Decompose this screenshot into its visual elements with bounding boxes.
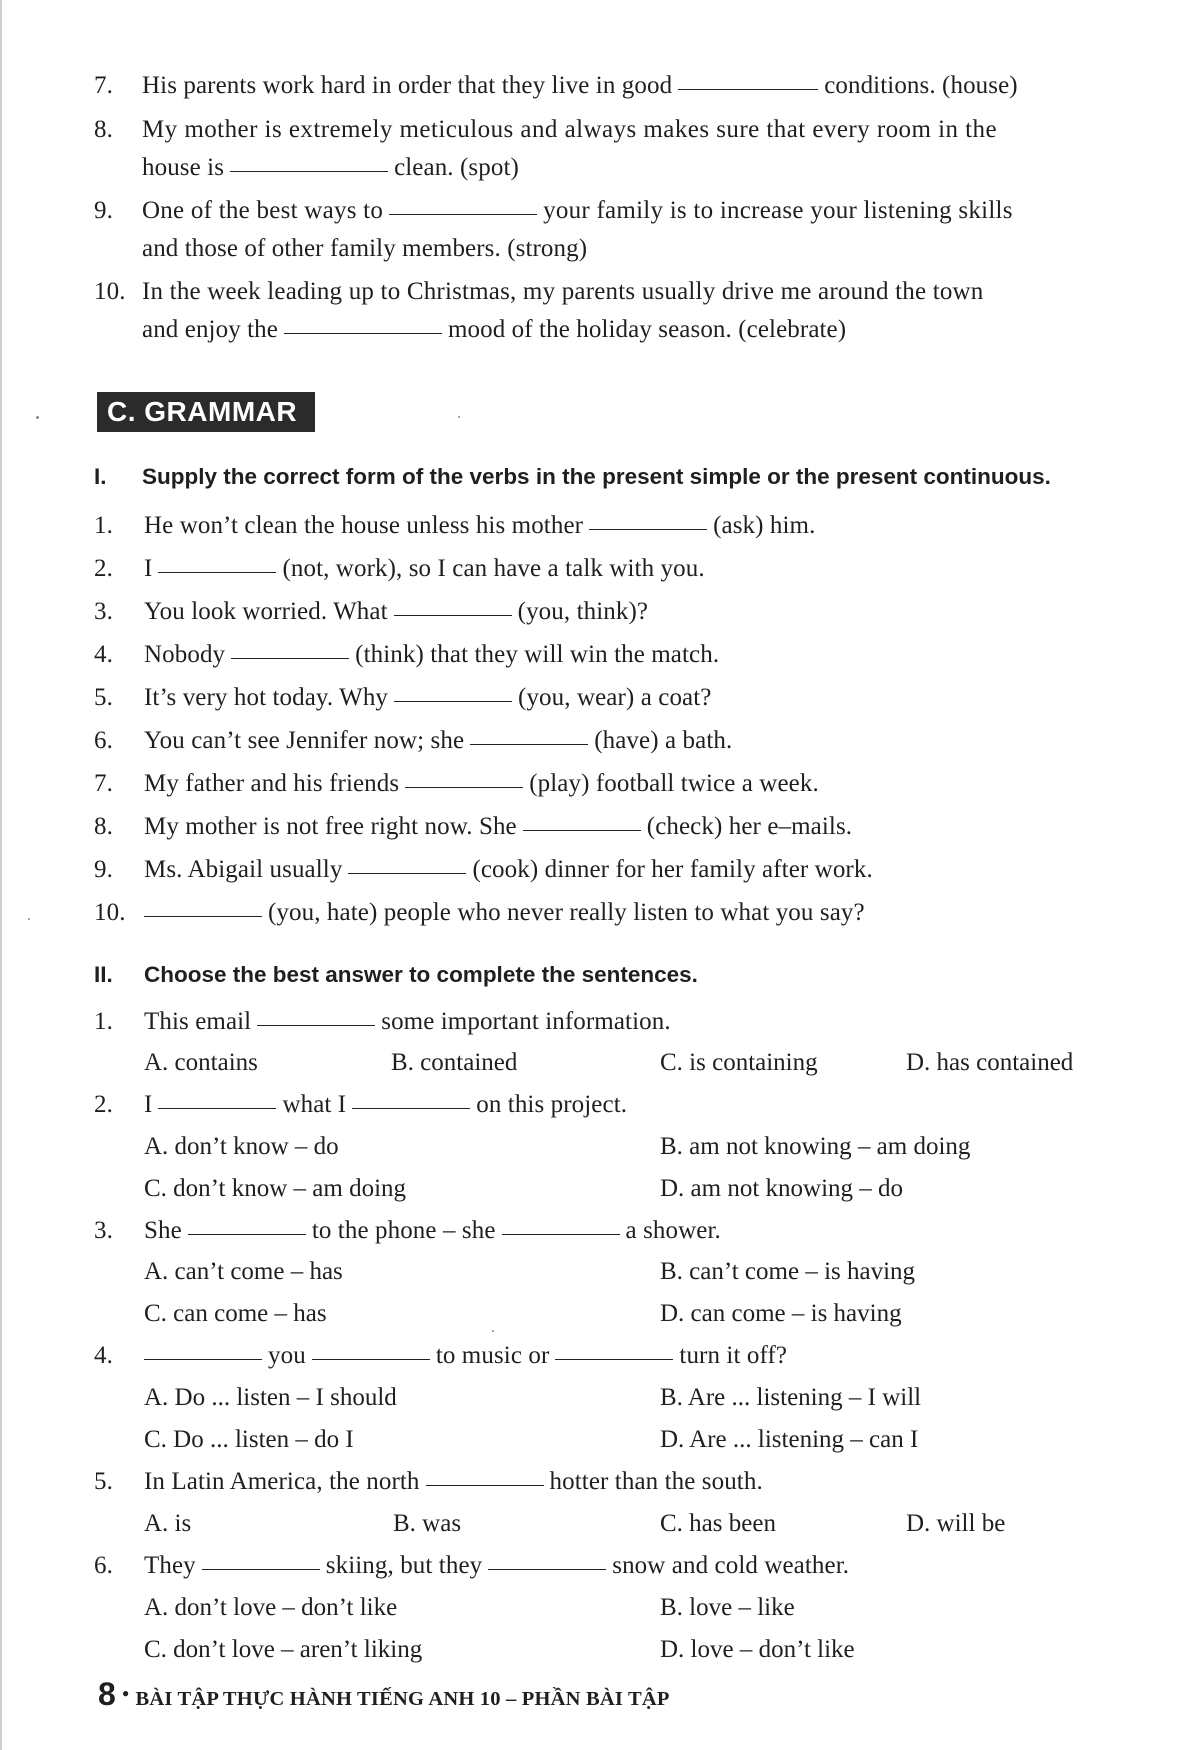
- scan-speck: [36, 416, 39, 419]
- mcq-4-option-b[interactable]: B. Are ... listening – I will: [660, 1384, 922, 1411]
- mcq-5-option-a[interactable]: A. is: [144, 1510, 192, 1537]
- answer-blank[interactable]: [188, 1233, 306, 1235]
- answer-blank[interactable]: [312, 1358, 430, 1360]
- answer-blank[interactable]: [284, 332, 442, 334]
- mcq-5-option-c[interactable]: C. has been: [660, 1510, 776, 1537]
- worksheet-page: 7. His parents work hard in order that they live in good conditions. (house) 8. My mother is extremely meticulous and always makes sure that every room in the house is clean. (spot) 9. One of the best ways to your family is to increase your listening skills and those of other family members. (strong) 10. In the week leading up to Christmas, my parents usually drive me around the town and enjoy the mood of the holiday season. (celebrate) C. GRAMMAR I. Supply the correct form of the verbs in the present simple or the present continuous. 1. He won’t clean the house unless his mother (ask) him. 2. I (not, work), so I can have a talk with you. 3. You look worried. What (you, think)? 4. Nobody (think) that they will win the match. 5. It’s very hot today. Why (you, wear) a coat? 6. You can’t see Jennifer now; she (have) a bath. 7. My father and his friends (play) football twice a week. 8. My mother is not free right now. She (check) her e–mails. 9. Ms. Abigail usually (cook) dinner for her family after work. 10. (you, hate) people who never really listen to what you say? II. Choose the best answer to complete the sentences. 1. This email some important information. A. contains B. contained C. is containing D. has contained 2. I what I on this project. A. don’t know – do B. am not knowing – am doing C. don’t know – am doing D. am not knowing – do 3. She to the phone – she a shower. A. can’t come – has B. can’t come – is having C. can come – has D. can come – is having 4. you to music or turn it off? A. Do ... listen – I should B. Are ... listening – I will C. Do ... listen – do I D. Are ... listening – can I 5. In Latin America, the north hotter than the south. A. is B. was C. has been D. will be 6. They skiing, but they snow and cold weather. A. don’t love – don’t like B. love – like C. don’t love – aren’t liking D. love – don’t like 8 • BÀI TẬP THỰC HÀNH TIẾNG ANH 10 – PHẦN BÀI TẬP: [0, 0, 1200, 1750]
- mcq-4-option-a[interactable]: A. Do ... listen – I should: [144, 1384, 397, 1411]
- answer-blank[interactable]: [257, 1024, 375, 1026]
- mcq-3-option-c[interactable]: C. can come – has: [144, 1300, 327, 1327]
- book-title: BÀI TẬP THỰC HÀNH TIẾNG ANH 10 – PHẦN BÀI TẬP: [135, 1688, 670, 1710]
- scan-speck: [492, 1330, 494, 1332]
- mcq-6-option-b[interactable]: B. love – like: [660, 1594, 795, 1621]
- answer-blank[interactable]: [555, 1358, 673, 1360]
- answer-blank[interactable]: [352, 1107, 470, 1109]
- answer-blank[interactable]: [523, 829, 641, 831]
- answer-blank[interactable]: [231, 657, 349, 659]
- mcq-1-option-a[interactable]: A. contains: [144, 1049, 258, 1076]
- mcq-2-option-a[interactable]: A. don’t know – do: [144, 1133, 339, 1160]
- mcq-3-option-b[interactable]: B. can’t come – is having: [660, 1258, 916, 1285]
- page-footer: [98, 1676, 670, 1713]
- answer-blank[interactable]: [348, 872, 466, 874]
- answer-blank[interactable]: [394, 700, 512, 702]
- answer-blank[interactable]: [158, 1107, 276, 1109]
- mcq-6-option-a[interactable]: A. don’t love – don’t like: [144, 1594, 398, 1621]
- answer-blank[interactable]: [144, 1358, 262, 1360]
- mcq-3-option-d[interactable]: D. can come – is having: [660, 1300, 902, 1327]
- mcq-1-option-b[interactable]: B. contained: [391, 1049, 518, 1076]
- scan-speck: [28, 918, 30, 920]
- footer-bullet: •: [121, 1681, 130, 1706]
- mcq-4-option-d[interactable]: D. Are ... listening – can I: [660, 1426, 919, 1453]
- scan-speck: [458, 416, 460, 418]
- answer-blank[interactable]: [678, 88, 818, 90]
- answer-blank[interactable]: [488, 1568, 606, 1570]
- answer-blank[interactable]: [158, 571, 276, 573]
- answer-blank[interactable]: [405, 786, 523, 788]
- mcq-6-option-d[interactable]: D. love – don’t like: [660, 1636, 855, 1663]
- mcq-1-option-c[interactable]: C. is containing: [660, 1049, 818, 1076]
- answer-blank[interactable]: [426, 1484, 544, 1486]
- answer-blank[interactable]: [230, 170, 388, 172]
- mcq-5-option-b[interactable]: B. was: [393, 1510, 462, 1537]
- mcq-4-option-c[interactable]: C. Do ... listen – do I: [144, 1426, 354, 1453]
- answer-blank[interactable]: [202, 1568, 320, 1570]
- answer-blank[interactable]: [502, 1233, 620, 1235]
- mcq-6-option-c[interactable]: C. don’t love – aren’t liking: [144, 1636, 423, 1663]
- mcq-1-option-d[interactable]: D. has contained: [906, 1049, 1074, 1076]
- mcq-2-option-d[interactable]: D. am not knowing – do: [660, 1175, 904, 1202]
- answer-blank[interactable]: [470, 743, 588, 745]
- answer-blank[interactable]: [589, 528, 707, 530]
- mcq-2-option-b[interactable]: B. am not knowing – am doing: [660, 1133, 971, 1160]
- page-number: 8: [98, 1676, 116, 1712]
- answer-blank[interactable]: [389, 213, 537, 215]
- section-heading-grammar: C. GRAMMAR: [97, 392, 315, 432]
- mcq-3-option-a[interactable]: A. can’t come – has: [144, 1258, 343, 1285]
- mcq-2-option-c[interactable]: C. don’t know – am doing: [144, 1175, 407, 1202]
- page-edge: [0, 0, 2, 1750]
- mcq-5-option-d[interactable]: D. will be: [906, 1510, 1006, 1537]
- answer-blank[interactable]: [144, 915, 262, 917]
- answer-blank[interactable]: [394, 614, 512, 616]
